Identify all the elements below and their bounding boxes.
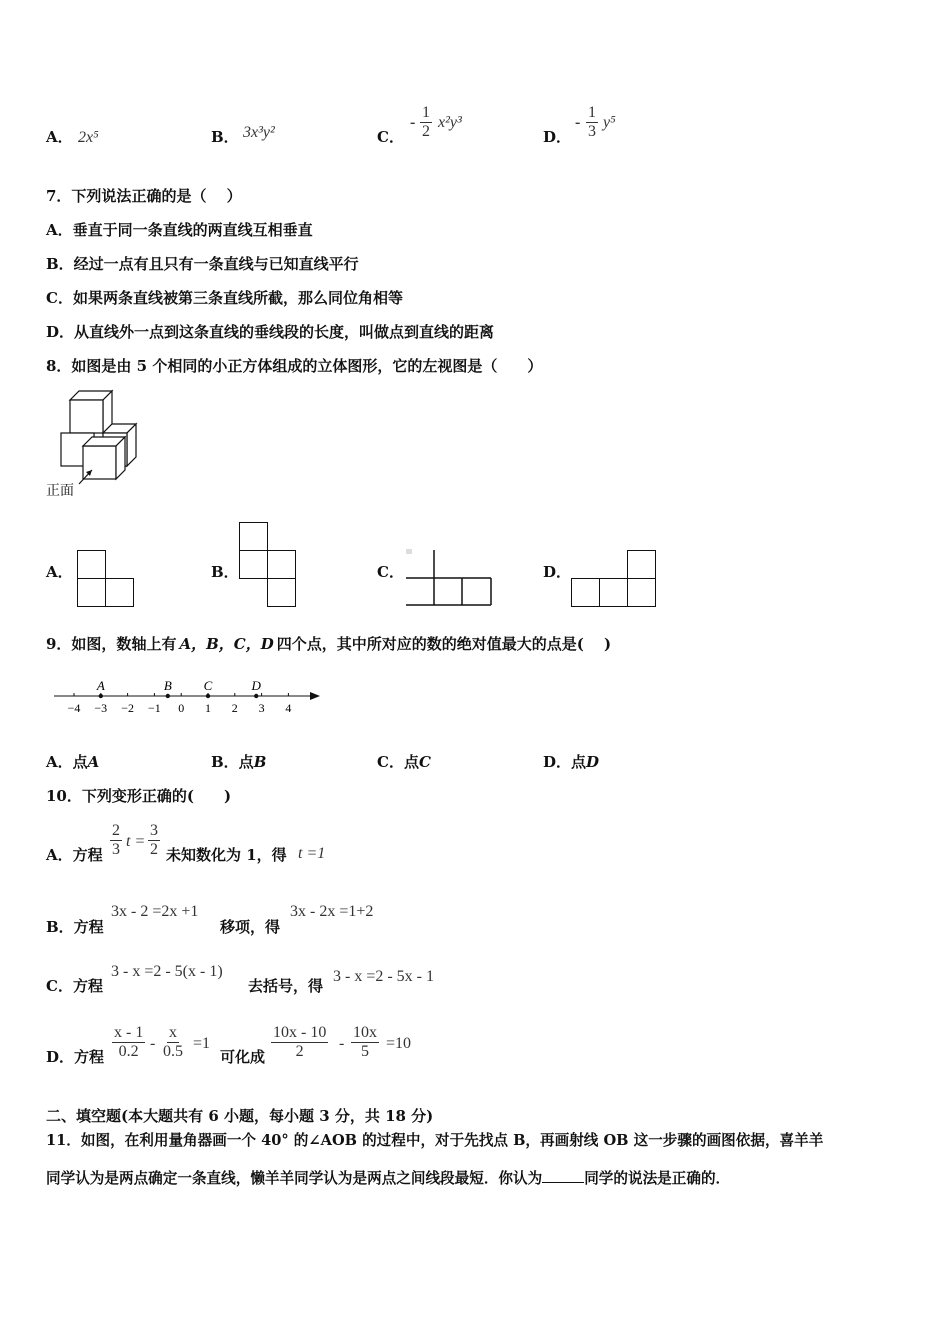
q8-front-label: 正面 [46,483,74,499]
q6-option-a-expr: 2x⁵ [78,129,99,146]
denominator: 0.2 [118,1043,139,1060]
denominator: 2 [422,123,430,140]
numerator: 3 [150,822,158,839]
q9-option-a [46,752,99,772]
q6-option-b-expr: 3x³y² [243,124,275,141]
square [77,550,106,579]
numerator: 10x [353,1024,377,1041]
tick-label: 1 [205,701,211,715]
q9-option-b [211,752,266,772]
q9-stem-points: A，B，C，D [179,635,274,653]
denominator: 0.5 [163,1043,183,1060]
q7-stem: 7．下列说法正确的是（ ） [46,187,242,205]
q6-option-d-sign: - [575,114,581,131]
q10-stem: 10．下列变形正确的( ) [46,787,232,805]
q10-d-fraction-2 [163,1024,183,1061]
q10-a-variable: t = [126,833,146,850]
tick-label: −4 [67,701,81,715]
q7-option-b: B．经过一点有且只有一条直线与已知直线平行 [46,255,359,273]
tick-label: −2 [121,701,134,715]
q10-d-minus-2: - [339,1035,345,1052]
denominator: 2 [295,1043,304,1060]
square [77,578,106,607]
q10-a-fraction-2 [148,822,160,859]
point-dot-a [99,694,103,698]
square [267,550,296,579]
q10-option-c-pre: C．方程 [46,977,103,995]
tick-label: 2 [231,701,238,715]
square [627,550,656,579]
q9-option-a-text: A．点 [46,753,88,771]
q10-option-b-result: 3x - 2x =1+2 [290,903,374,920]
q6-option-b-label: B． [211,128,239,146]
q10-d-minus-1: - [150,1035,156,1052]
q9-option-d-point: D [586,753,600,771]
q6-option-c-label: C． [377,128,404,146]
point-label-d: D [251,678,261,693]
q10-option-a-result: t =1 [298,845,326,862]
q10-d-fraction-3 [271,1024,328,1061]
q8-option-c-label: C． [377,563,404,581]
q10-d-equals-2: =10 [386,1035,412,1052]
tick-label: −3 [94,701,108,715]
point-label-a: A [96,678,105,693]
q9-number-line [50,676,330,718]
q10-a-fraction-1 [110,822,122,859]
square [239,550,268,579]
q11-answer-blank[interactable] [542,1168,584,1183]
numerator: x - 1 [114,1024,144,1041]
q10-d-equals-1: =1 [193,1035,211,1052]
q9-option-b-text: B．点 [211,753,254,771]
point-dot-d [254,694,258,698]
q9-option-c [377,752,431,772]
tick-label: 4 [285,701,292,715]
q11-line-2-post: 同学的说法是正确的． [584,1170,731,1187]
q11-line-2-pre: 同学认为是两点确定一条直线，懒羊羊同学认为是两点之间线段最短．你认为 [46,1170,543,1187]
q10-option-b-equation: 3x - 2 =2x +1 [111,903,199,920]
q10-option-b-pre: B．方程 [46,918,104,936]
tick-label: −1 [148,701,161,715]
q6-option-a-label: A． [46,128,73,146]
q10-option-c-equation: 3 - x =2 - 5(x - 1) [111,963,223,980]
square [239,522,268,551]
q10-option-b-mid: 移项，得 [220,918,281,936]
square [627,578,656,607]
q7-option-d: D．从直线外一点到这条直线的垂线段的长度，叫做点到直线的距离 [46,323,495,341]
numerator: 1 [422,104,430,121]
q11-line-1: 11．如图，在利用量角器画一个 40° 的∠AOB 的过程中，对于先找点 B，再画射线 OB 这一步骤的画图依据，喜羊羊 [46,1132,824,1149]
square [599,578,628,607]
q9-option-c-text: C．点 [377,753,419,771]
q9-stem-pre: 9．如图，数轴上有 [46,635,177,653]
q9-option-c-point: C [418,753,431,771]
q9-stem [46,634,611,654]
square [105,578,134,607]
q11-line-2 [46,1168,730,1189]
numerator: 10x - 10 [273,1024,327,1041]
q6-option-c-fraction [420,104,432,141]
point-label-b: B [163,678,172,693]
tick-label: 3 [258,701,265,715]
q10-option-c-mid: 去括号，得 [248,977,324,995]
numerator: 2 [112,822,120,839]
numerator: 1 [588,104,596,121]
q9-option-d [543,752,599,772]
q10-option-c-result: 3 - x =2 - 5x - 1 [333,968,435,985]
q8-stem: 8．如图是由 5 个相同的小正方体组成的立体图形，它的左视图是（ ） [46,357,543,375]
point-label-c: C [203,678,213,693]
q8-option-b-label: B． [211,563,239,581]
denominator: 3 [588,123,596,140]
point-dot-c [206,694,210,698]
q7-option-a: A．垂直于同一条直线的两直线互相垂直 [46,221,313,239]
denominator: 5 [361,1043,369,1060]
q6-option-d-tail: y⁵ [603,114,616,131]
q9-option-a-point: A [87,753,100,771]
square [571,578,600,607]
q10-option-a-pre: A．方程 [46,846,103,864]
q7-option-c: C．如果两条直线被第三条直线所截，那么同位角相等 [46,289,403,307]
tick-label: 0 [178,701,185,715]
q9-option-d-text: D．点 [543,753,587,771]
denominator: 3 [112,841,120,858]
q9-stem-post: 四个点，其中所对应的数的绝对值最大的点是( ) [276,635,612,653]
q9-option-b-point: B [253,753,267,771]
square [267,578,296,607]
q10-option-a-mid: 未知数化为 1，得 [166,846,287,864]
q10-d-fraction-4 [351,1024,379,1061]
q6-option-d-fraction [586,104,598,141]
q6-option-c-sign: - [410,114,416,131]
q10-d-fraction-1 [112,1024,145,1061]
q6-option-c-tail: x²y³ [438,114,462,131]
numerator: x [169,1024,177,1041]
q10-option-d-pre: D．方程 [46,1048,105,1066]
denominator: 2 [150,841,158,858]
point-dot-b [166,694,170,698]
q8-option-d-label: D． [543,563,572,581]
q8-option-c-figure [404,546,496,608]
q6-option-d-label: D． [543,128,572,146]
q10-option-d-mid: 可化成 [220,1048,266,1066]
section-2-title: 二、填空题(本大题共有 6 小题，每小题 3 分，共 18 分) [46,1107,434,1125]
q8-option-a-label: A． [46,563,73,581]
